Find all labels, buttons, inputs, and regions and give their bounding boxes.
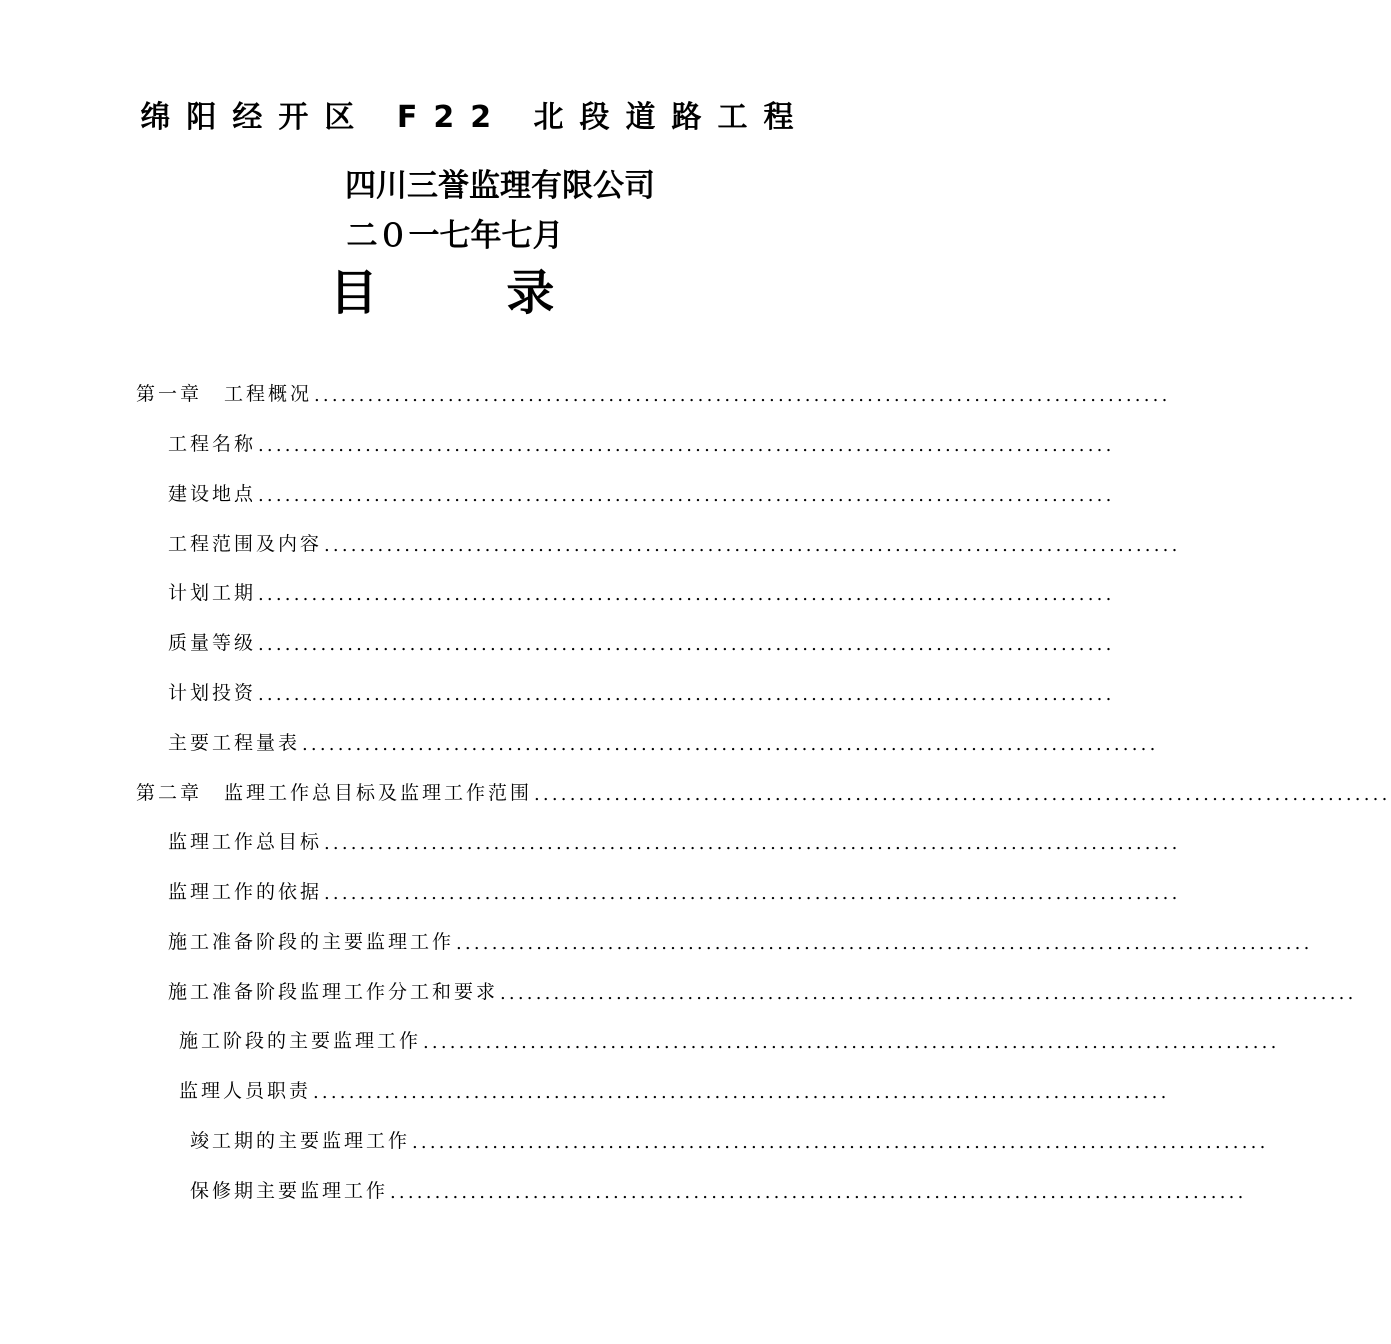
toc-entry-label: 第二章 监理工作总目标及监理工作范围: [136, 782, 533, 804]
toc-entry-section[interactable]: [168, 721, 1159, 755]
toc-dot-leader: ................................................................................................: [423, 1032, 1280, 1053]
toc-dot-leader: ................................................................................................: [302, 734, 1159, 755]
toc-entry-label: 施工准备阶段监理工作分工和要求: [168, 981, 499, 1003]
toc-dot-leader: ................................................................................................: [258, 485, 1115, 506]
toc-entry-label: 竣工期的主要监理工作: [190, 1130, 411, 1152]
toc-entry-section[interactable]: [168, 571, 1115, 605]
toc-entry-section[interactable]: [168, 522, 1181, 556]
toc-dot-leader: ................................................................................................: [258, 684, 1115, 705]
toc-dot-leader: ................................................................................................: [534, 784, 1391, 805]
toc-dot-leader: ................................................................................................: [500, 983, 1357, 1004]
toc-entry-label: 监理工作总目标: [168, 831, 323, 853]
toc-entry-label: 监理工作的依据: [168, 881, 323, 903]
toc-entry-section[interactable]: [168, 870, 1181, 904]
toc-entry-section[interactable]: [190, 1169, 1247, 1203]
document-date: 二０一七年七月: [346, 218, 564, 254]
toc-entry-label: 工程范围及内容: [168, 533, 323, 555]
toc-entry-section[interactable]: [168, 472, 1115, 506]
toc-entry-section[interactable]: [179, 1019, 1280, 1053]
toc-dot-leader: ................................................................................................: [258, 634, 1115, 655]
toc-entry-label: 施工阶段的主要监理工作: [179, 1030, 422, 1052]
toc-dot-leader: ................................................................................................: [258, 584, 1115, 605]
toc-entry-label: 计划投资: [168, 682, 257, 704]
toc-entry-label: 建设地点: [168, 483, 257, 505]
toc-entry-chapter-1[interactable]: [136, 372, 1171, 406]
toc-dot-leader: ................................................................................................: [314, 385, 1171, 406]
toc-entry-section[interactable]: [168, 820, 1181, 854]
toc-heading: 目 录: [329, 265, 611, 321]
toc-entry-section[interactable]: [168, 422, 1115, 456]
toc-entry-section[interactable]: [168, 970, 1357, 1004]
toc-dot-leader: ................................................................................................: [258, 435, 1115, 456]
toc-entry-label: 主要工程量表: [168, 732, 301, 754]
toc-dot-leader: ................................................................................................: [324, 833, 1181, 854]
toc-entry-section[interactable]: [168, 621, 1115, 655]
toc-dot-leader: ................................................................................................: [390, 1182, 1247, 1203]
toc-entry-section[interactable]: [179, 1069, 1170, 1103]
toc-entry-label: 保修期主要监理工作: [190, 1180, 389, 1202]
toc-entry-label: 计划工期: [168, 582, 257, 604]
toc-dot-leader: ................................................................................................: [324, 883, 1181, 904]
toc-dot-leader: ................................................................................................: [456, 933, 1313, 954]
toc-entry-chapter-2[interactable]: [136, 771, 1391, 805]
company-name: 四川三誉监理有限公司: [345, 168, 655, 204]
toc-entry-label: 施工准备阶段的主要监理工作: [168, 931, 455, 953]
project-title: 绵阳经开区 F22 北段道路工程: [140, 100, 810, 135]
toc-dot-leader: ................................................................................................: [313, 1082, 1170, 1103]
toc-entry-section[interactable]: [168, 671, 1115, 705]
toc-entry-section[interactable]: [168, 920, 1313, 954]
toc-dot-leader: ................................................................................................: [412, 1132, 1269, 1153]
toc-dot-leader: ................................................................................................: [324, 535, 1181, 556]
toc-entry-label: 监理人员职责: [179, 1080, 312, 1102]
toc-entry-label: 质量等级: [168, 632, 257, 654]
toc-entry-label: 第一章 工程概况: [136, 383, 313, 405]
toc-entry-label: 工程名称: [168, 433, 257, 455]
toc-entry-section[interactable]: [190, 1119, 1269, 1153]
